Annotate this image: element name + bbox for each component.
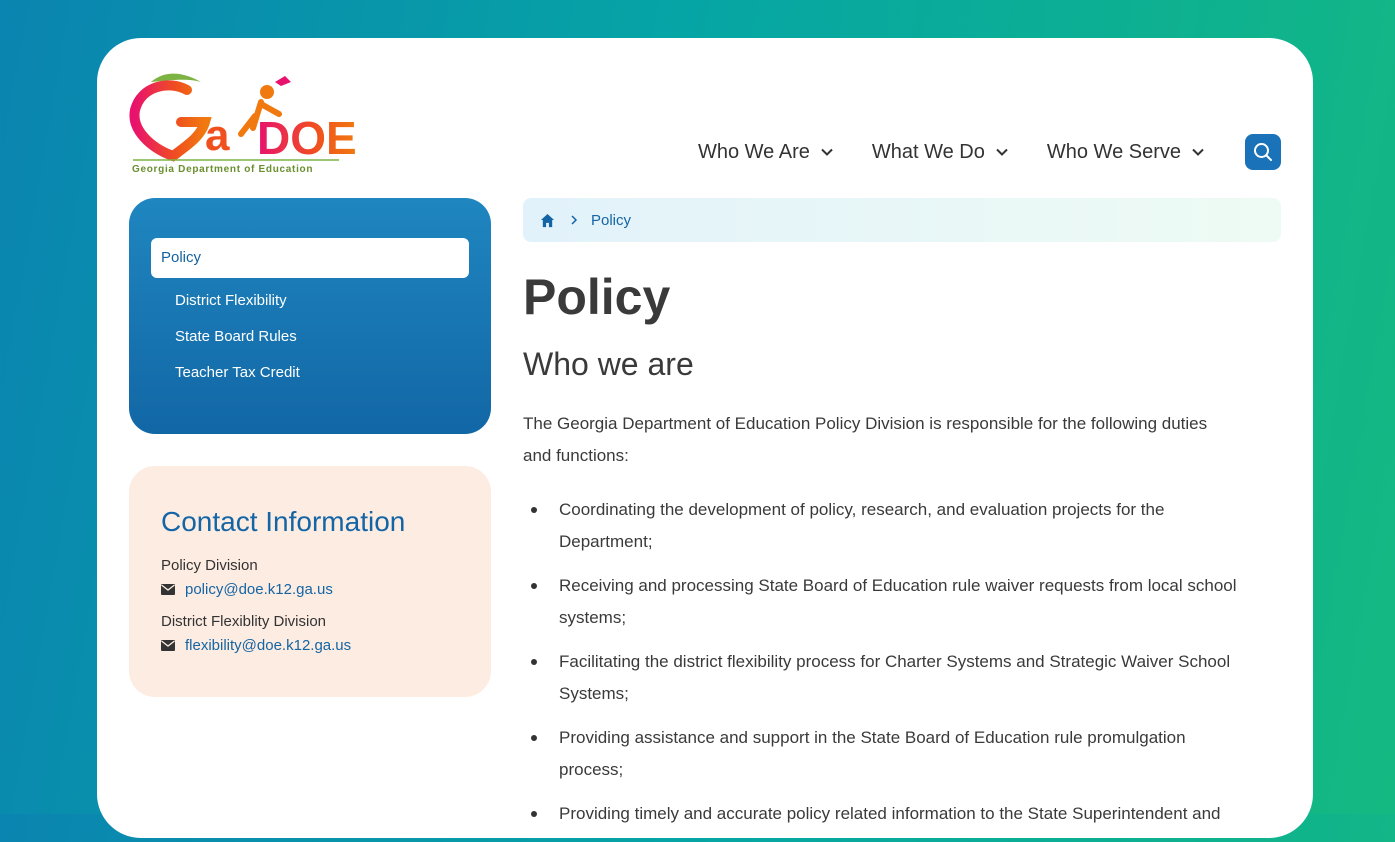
search-icon [1253, 142, 1273, 162]
search-button[interactable] [1245, 134, 1281, 170]
nav-who-we-are[interactable] [698, 141, 834, 164]
sidebar-nav [129, 198, 491, 434]
nav-what-we-do[interactable] [872, 141, 1009, 164]
breadcrumb-current: Policy [591, 211, 632, 229]
intro-paragraph: The Georgia Department of Education Policy Division is responsible for the following duties and functions: [523, 414, 1208, 465]
duties-list [523, 494, 1243, 842]
nav-label: Who We Are [697, 140, 810, 163]
sidebar-item-district-flexibility[interactable]: District Flexibility [175, 292, 287, 309]
logo-graphic [129, 72, 357, 164]
logo-doe-letters: DOE [257, 112, 357, 164]
list-item: Providing assistance and support in the State Board of Education rule promulgation process; [523, 722, 1243, 786]
contact-label: District Flexiblity Division [161, 613, 327, 630]
chevron-right-icon [569, 215, 579, 225]
contact-email: flexibility@doe.k12.ga.us [185, 637, 352, 654]
contact-email-link[interactable] [161, 581, 333, 598]
logo-a-letter: a [205, 111, 230, 160]
gadoe-logo[interactable] [129, 72, 357, 180]
nav-label: Who We Serve [1046, 140, 1181, 163]
sidebar-item-teacher-tax-credit[interactable]: Teacher Tax Credit [175, 364, 300, 381]
envelope-icon [161, 584, 175, 595]
breadcrumb [523, 198, 1281, 242]
section-heading: Who we are [523, 346, 694, 382]
nav-label: What We Do [871, 140, 985, 163]
contact-card [129, 466, 491, 697]
page-card [97, 38, 1313, 838]
contact-title: Contact Information [161, 506, 406, 537]
logo-subtitle: Georgia Department of Education [132, 164, 314, 175]
chevron-down-icon [995, 145, 1009, 159]
contact-label: Policy Division [161, 557, 258, 574]
nav-who-we-serve[interactable] [1047, 141, 1205, 164]
list-item: Providing timely and accurate policy related information to the State Superintendent and [523, 798, 1243, 830]
contact-email: policy@doe.k12.ga.us [185, 581, 333, 598]
sidebar-item-state-board-rules[interactable]: State Board Rules [175, 328, 297, 345]
page-title: Policy [523, 269, 671, 325]
list-item: Coordinating the development of policy, research, and evaluation projects for the Department; [523, 494, 1243, 558]
list-item: Receiving and processing State Board of Education rule waiver requests from local school systems; [523, 570, 1243, 634]
envelope-icon [161, 640, 175, 651]
home-icon[interactable] [540, 213, 555, 228]
chevron-down-icon [1191, 145, 1205, 159]
main-nav [698, 134, 1281, 170]
sidebar-item-policy[interactable]: Policy [151, 238, 469, 278]
contact-email-link[interactable] [161, 637, 351, 654]
list-item: Facilitating the district flexibility process for Charter Systems and Strategic Waiver School Systems; [523, 646, 1243, 710]
chevron-down-icon [820, 145, 834, 159]
